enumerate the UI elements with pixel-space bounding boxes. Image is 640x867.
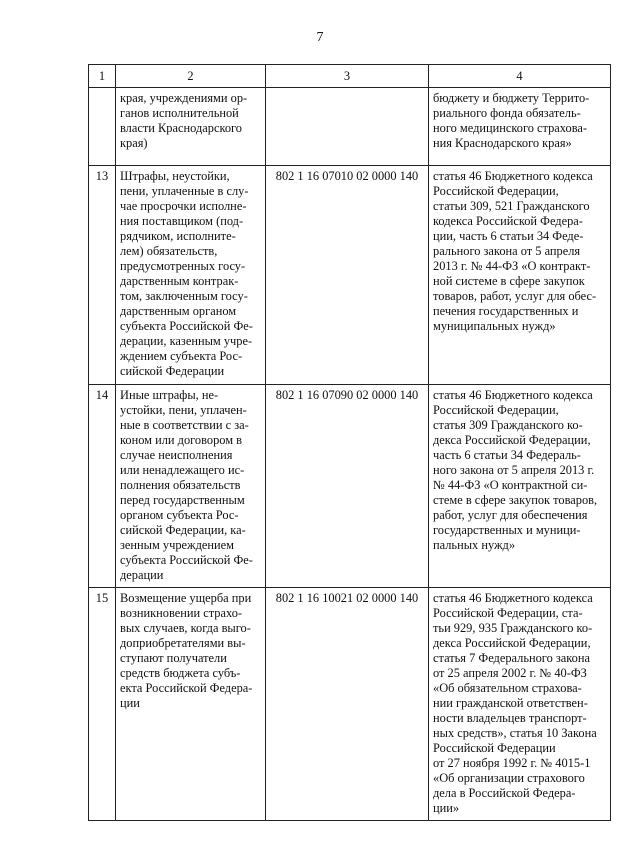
row-number: 13 bbox=[89, 166, 116, 385]
header-col-2: 2 bbox=[116, 65, 266, 88]
table-row bbox=[89, 385, 611, 588]
legal-basis: статья 46 Бюджетного кодекса Российской Федерации, статьи 309, 521 Гражданского кодекса Российской Федера- ции, часть 6 статьи 34 Феде- рального закона от 5 апреля 2013 г. № 44-ФЗ «О контракт- ной системе в сфере закупок товаров, работ, услуг для обес- печения государственных и муниципальных нужд» bbox=[429, 166, 611, 385]
table-row bbox=[89, 588, 611, 821]
budget-code: 802 1 16 07090 02 0000 140 bbox=[266, 385, 429, 588]
table-row bbox=[89, 88, 611, 166]
revenue-description: Штрафы, неустойки, пени, уплаченные в слу- чае просрочки исполне- ния поставщиком (под- рядчиком, исполните- лем) обязательств, предусмотренных госу- дарственным контрак- том, заключенным госу- дарственным органом субъекта Российской Фе- дерации, казенным учре- ждением субъекта Рос- сийской Федерации bbox=[116, 166, 266, 385]
legal-basis: статья 46 Бюджетного кодекса Российской Федерации, статья 309 Гражданского ко- декса Российской Федерации, часть 6 статьи 34 Федераль- ного закона от 5 апреля 2013 г. № 44-ФЗ «О контрактной си- стеме в сфере закупок товаров, работ, услуг для обеспечения государственных и муници- пальных нужд» bbox=[429, 385, 611, 588]
budget-code bbox=[266, 88, 429, 166]
row-number: 15 bbox=[89, 588, 116, 821]
row-number: 14 bbox=[89, 385, 116, 588]
budget-code: 802 1 16 10021 02 0000 140 bbox=[266, 588, 429, 821]
legal-basis: статья 46 Бюджетного кодекса Российской Федерации, ста- тьи 929, 935 Гражданского ко- декса Российской Федерации, статья 7 Федерального закона от 25 апреля 2002 г. № 40-ФЗ «Об обязательном страхова- нии гражданской ответствен- ности владельцев транспорт- ных средств», статья 10 Закона Российской Федерации от 27 ноября 1992 г. № 4015-1 «Об организации страхового дела в Российской Федера- ции» bbox=[429, 588, 611, 821]
header-col-4: 4 bbox=[429, 65, 611, 88]
budget-code: 802 1 16 07010 02 0000 140 bbox=[266, 166, 429, 385]
revenue-description: края, учреждениями ор- ганов исполнительной власти Краснодарского края) bbox=[116, 88, 266, 166]
revenue-table bbox=[88, 64, 611, 821]
row-number bbox=[89, 88, 116, 166]
revenue-description: Возмещение ущерба при возникновении страхо- вых случаев, когда выго- доприобретателями вы- ступают получатели средств бюджета субъ- екта Российской Федера- ции bbox=[116, 588, 266, 821]
header-col-1: 1 bbox=[89, 65, 116, 88]
header-col-3: 3 bbox=[266, 65, 429, 88]
revenue-description: Иные штрафы, не- устойки, пени, уплачен- ные в соответствии с за- коном или договором в случае неисполнения или ненадлежащего ис- полнения обязательств перед государственным органом субъекта Рос- сийской Федерации, ка- зенным учреждением субъекта Российской Фе- дерации bbox=[116, 385, 266, 588]
legal-basis: бюджету и бюджету Террито- риального фонда обязатель- ного медицинского страхова- ния Краснодарского края» bbox=[429, 88, 611, 166]
table-header-row bbox=[89, 65, 611, 88]
page-number: 7 bbox=[316, 30, 324, 45]
table-row bbox=[89, 166, 611, 385]
